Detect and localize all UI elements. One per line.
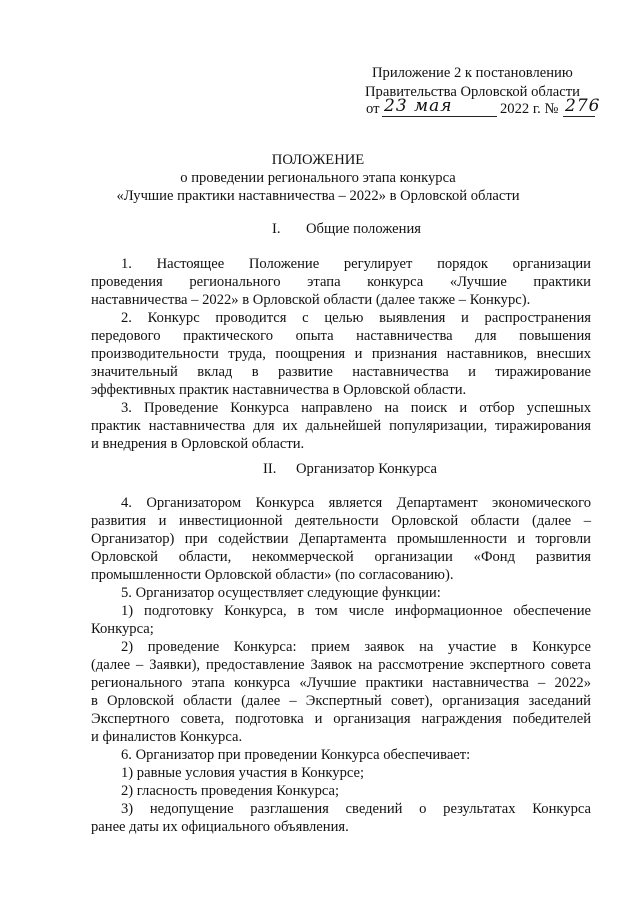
paragraph-line: Организатор) при содействии Департамента промышленности и торговли [91, 531, 591, 547]
paragraph-line: промышленности Орловской области» (по согласованию). [91, 567, 454, 583]
section-2-heading: Организатор Конкурса [296, 461, 437, 477]
paragraph-line: 1) подготовку Конкурса, в том числе информационное обеспечение [121, 603, 591, 619]
paragraph-line: 5. Организатор осуществляет следующие функции: [121, 585, 441, 601]
date-underline [382, 116, 497, 117]
annex-date-suffix: 2022 г. № [500, 101, 559, 117]
document-subtitle-1: о проведении регионального этапа конкурса [180, 170, 456, 186]
paragraph-line: ранее даты их официального объявления. [91, 819, 349, 835]
paragraph-line: 3) недопущение разглашения сведений о результатах Конкурса [121, 801, 591, 817]
document-title: ПОЛОЖЕНИЕ [271, 152, 365, 168]
number-underline [563, 116, 595, 117]
paragraph-line: 4. Организатором Конкурса является Департамент экономического [121, 495, 591, 511]
paragraph-line: 1) равные условия участия в Конкурсе; [121, 765, 365, 781]
paragraph-line: Экспертного совета, подготовка и организация награждения победителей [91, 711, 591, 727]
document-subtitle-2: «Лучшие практики наставничества – 2022» в Орловской области [116, 188, 520, 204]
annex-date-handwritten: 23 мая [384, 96, 453, 116]
section-1-number: I. [272, 221, 281, 237]
paragraph-line: 6. Организатор при проведении Конкурса обеспечивает: [121, 747, 471, 763]
annex-date-prefix: от [366, 101, 380, 117]
paragraph-line: Конкурса; [91, 621, 154, 637]
paragraph-line: 2) гласность проведения Конкурса; [121, 783, 340, 799]
annex-line-1: Приложение 2 к постановлению [372, 65, 573, 81]
paragraph-line: эффективных практик наставничества в Орловской области. [91, 382, 467, 398]
paragraph-line: и финалистов Конкурса. [91, 729, 243, 745]
paragraph-line: развития и инвестиционной деятельности Орловской области (далее – [91, 513, 591, 529]
paragraph-line: наставничества – 2022» в Орловской области (далее также – Конкурс). [91, 292, 531, 308]
paragraph-line: 2. Конкурс проводится с целью выявления и распространения [121, 310, 591, 326]
paragraph-line: практик наставничества для их дальнейшей популяризации, тиражирования [91, 418, 591, 434]
annex-line-2: Правительства Орловской области [365, 84, 580, 100]
paragraph-line: регионального этапа конкурса «Лучшие практики наставничества – 2022» [91, 675, 591, 691]
section-1-heading: Общие положения [306, 221, 421, 237]
paragraph-line: 2) проведение Конкурса: прием заявок на участие в Конкурсе [121, 639, 591, 655]
paragraph-line: и внедрения в Орловской области. [91, 436, 305, 452]
paragraph-line: Орловской области, некоммерческой организации «Фонд развития [91, 549, 591, 565]
paragraph-line: производительности труда, поощрения и признания наставников, внесших [91, 346, 591, 362]
paragraph-line: 1. Настоящее Положение регулирует порядок организации [121, 256, 591, 272]
annex-number-handwritten: 276 [565, 96, 601, 116]
paragraph-line: 3. Проведение Конкурса направлено на поиск и отбор успешных [121, 400, 591, 416]
paragraph-line: проведения регионального этапа конкурса «Лучшие практики [91, 274, 591, 290]
paragraph-line: в Орловской области (далее – Экспертный совет), организация заседаний [91, 693, 591, 709]
paragraph-line: (далее – Заявки), предоставление Заявок на рассмотрение экспертного совета [91, 657, 591, 673]
paragraph-line: значительный вклад в развитие наставничества и тиражирование [91, 364, 591, 380]
section-2-number: II. [263, 461, 277, 477]
paragraph-line: передового практического опыта наставничества для повышения [91, 328, 591, 344]
